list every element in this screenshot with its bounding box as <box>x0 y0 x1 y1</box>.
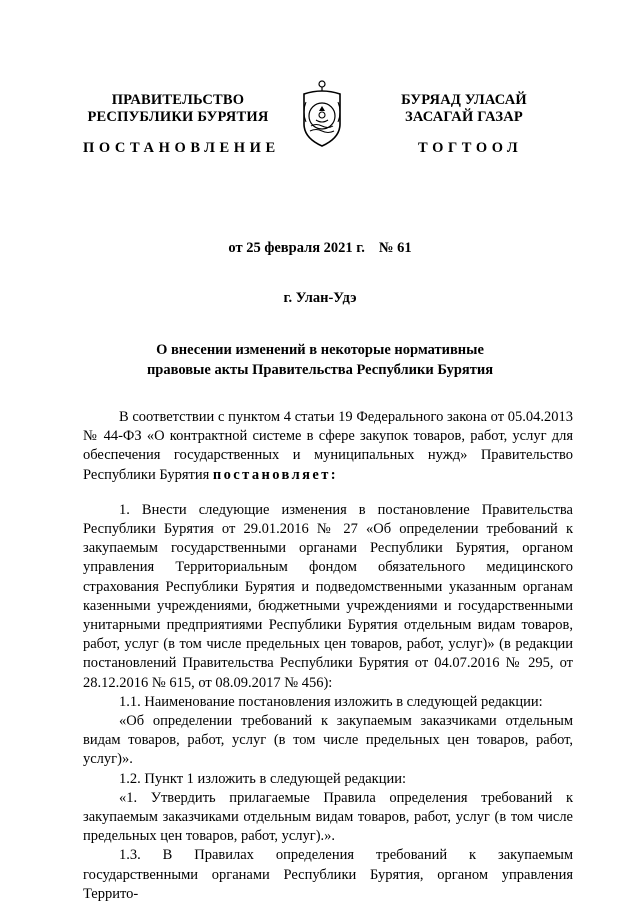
preamble-emphasis: постановляет: <box>212 466 338 483</box>
paragraph-1-1-text: «Об определении требований к закупаемым заказчиками отдельным видам товаров, работ, услуг (в том числе предельных цен товаров, работ, услуг)». <box>83 713 573 768</box>
header-right <box>374 92 554 126</box>
paragraph-1-1: 1.1. Наименование постановления изложить в следующей редакции: <box>119 693 543 710</box>
document-date: от 25 февраля 2021 г. <box>228 240 365 256</box>
document-body <box>83 408 573 904</box>
date-number-line <box>0 240 640 257</box>
title-line2: правовые акты Правительства Республики Бурятия <box>146 362 494 378</box>
header-right-line1: БУРЯАД УЛАСАЙ <box>401 92 527 108</box>
document-title <box>0 340 640 380</box>
paragraph-1: 1. Внести следующие изменения в постановление Правительства Республики Бурятия от 29.01.2016 № 27 «Об определении требований к закупаемым государственными органами Республики Бурятия, органом управления Территориальным фондом обязательного медицинского страхования Республики Бурятия и подведомственными указанным органам казенными учреждениями, бюджетными учреждениями и государственными унитарными предприятиями Республики Бурятия отдельным видам товаров, работ, услуг (в том числе предельных цен товаров, работ, услуг)» (в редакции постановлений Правительства Республики Бурятия от 04.07.2016 № 295, от 28.12.2016 № 615, от 08.09.2017 № 456): <box>83 501 573 691</box>
header-left-line2: РЕСПУБЛИКИ БУРЯТИЯ <box>87 109 269 125</box>
doc-type-bua: ТОГТООЛ <box>418 140 523 156</box>
header-right-line2: ЗАСАГАЙ ГАЗАР <box>405 109 523 125</box>
city: г. Улан-Удэ <box>283 290 357 306</box>
preamble-text: В соответствии с пунктом 4 статьи 19 Федерального закона от 05.04.2013 № 44-ФЗ «О контрактной системе в сфере закупок товаров, работ, услуг для обеспечения государственных и муниципальных нужд» Правительство Республики Бурятия <box>83 409 573 483</box>
document-number: № 61 <box>378 240 412 256</box>
preamble-paragraph <box>83 408 573 485</box>
paragraph-1-2-text: «1. Утвердить прилагаемые Правила определения требований к закупаемым заказчиками отдельным видам товаров, работ, услуг (в том числе предельных цен товаров, работ, услуг).». <box>83 789 573 845</box>
coat-of-arms-icon <box>298 78 346 150</box>
header-left <box>78 92 278 126</box>
header-left-line1: ПРАВИТЕЛЬСТВО <box>111 92 245 108</box>
paragraph-1-3: 1.3. В Правилах определения требований к закупаемым государственными органами Республики Бурятия, органом управления Террито- <box>83 847 573 902</box>
paragraph-1-2: 1.2. Пункт 1 изложить в следующей редакции: <box>119 770 407 787</box>
title-line1: О внесении изменений в некоторые нормативные <box>156 342 484 358</box>
doc-type-ru: ПОСТАНОВЛЕНИЕ <box>83 140 280 156</box>
